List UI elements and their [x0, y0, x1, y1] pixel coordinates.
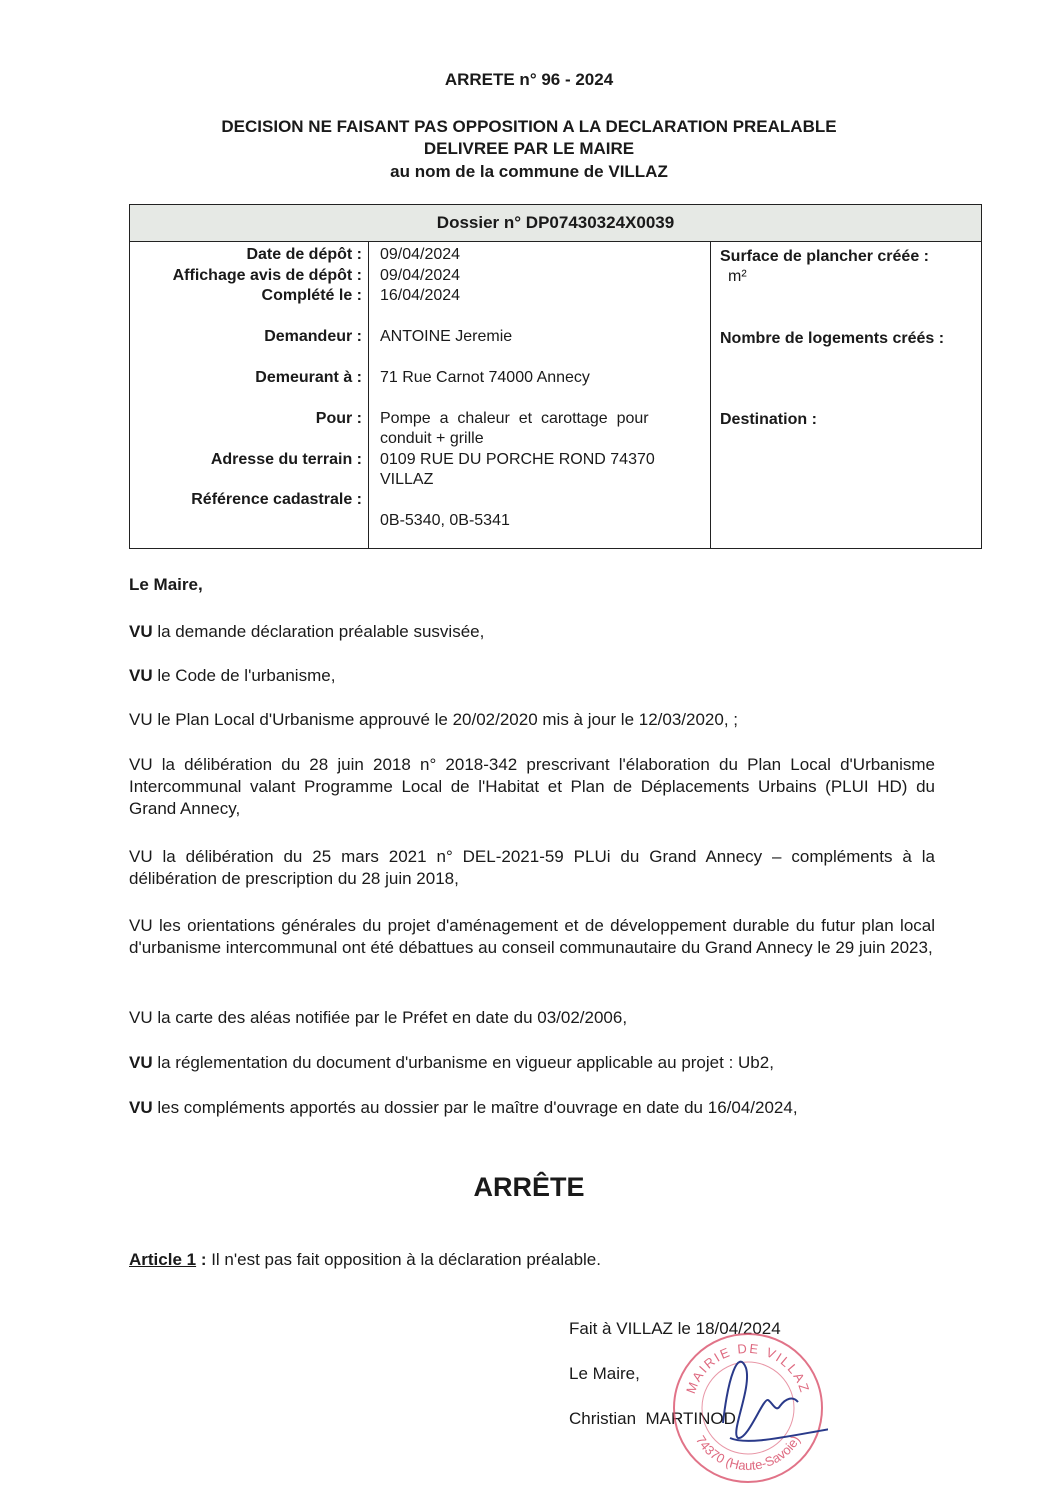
- vu-paragraph-2: [129, 665, 935, 687]
- vu-text-1: la demande déclaration préalable susvisée,: [152, 622, 485, 641]
- label-surface: Surface de plancher créée :: [720, 248, 929, 265]
- vu-paragraph-9: [129, 1097, 935, 1119]
- dossier-table: [129, 204, 982, 549]
- label-reference: Référence cadastrale :: [191, 491, 362, 508]
- vu-paragraph-6: VU les orientations générales du projet d'aménagement et de développement durable du futur plan local d'urbanisme intercommunal ont été débattues au conseil communautaire du Grand Annecy le 29 juin 2023,: [129, 916, 935, 957]
- label-logements: Nombre de logements créés :: [720, 330, 945, 347]
- label-complete: Complété le :: [261, 287, 362, 304]
- vu-paragraph-1: [129, 621, 935, 643]
- vu-text-2: le Code de l'urbanisme,: [152, 666, 336, 685]
- label-destination: Destination :: [720, 411, 817, 428]
- signature-title: Le Maire,: [569, 1364, 640, 1383]
- value-complete: 16/04/2024: [380, 287, 461, 304]
- table-divider-left: [368, 241, 369, 548]
- signature-name: Christian MARTINOD: [569, 1409, 736, 1428]
- vu-paragraph-7: VU la carte des aléas notifiée par le Préfet en date du 03/02/2006,: [129, 1008, 628, 1027]
- vu-text-9: les compléments apportés au dossier par le maître d'ouvrage en date du 16/04/2024,: [152, 1098, 798, 1117]
- le-maire-heading: Le Maire,: [129, 575, 203, 594]
- article-1-text: Il n'est pas fait opposition à la déclaration préalable.: [206, 1250, 601, 1269]
- label-date-depot: Date de dépôt :: [246, 246, 362, 263]
- signature-place-date: Fait à VILLAZ le 18/04/2024: [569, 1319, 781, 1338]
- value-pour-line2: conduit + grille: [380, 430, 484, 447]
- vu-label: VU: [129, 622, 153, 641]
- decree-title: ARRETE n° 96 - 2024: [444, 70, 614, 89]
- vu-paragraph-4: VU la délibération du 28 juin 2018 n° 2018-342 prescrivant l'élaboration du Plan Local d'Urbanisme Intercommunal valant Programme Local de l'Habitat et Plan de Déplacements Urbains (PLUI HD) du Grand Annecy,: [129, 755, 935, 818]
- value-demeurant: 71 Rue Carnot 74000 Annecy: [380, 369, 590, 386]
- vu-label: VU: [129, 1098, 153, 1117]
- decision-subtitle-line2: DELIVREE PAR LE MAIRE: [423, 139, 635, 158]
- article-1: [129, 1250, 601, 1270]
- vu-text-8: la réglementation du document d'urbanisme en vigueur applicable au projet : Ub2,: [152, 1053, 774, 1072]
- stamp-top-text: MAIRIE DE VILLAZ: [683, 1340, 813, 1396]
- vu-label: VU: [129, 666, 153, 685]
- article-1-label: Article 1: [129, 1250, 197, 1269]
- value-demandeur: ANTOINE Jeremie: [380, 328, 513, 345]
- handwritten-signature: [723, 1362, 828, 1441]
- table-divider-right: [710, 241, 711, 548]
- official-stamp: [668, 1328, 828, 1488]
- value-reference: 0B-5340, 0B-5341: [380, 512, 510, 529]
- value-pour-line1: Pompe a chaleur et carottage pour: [380, 410, 649, 427]
- label-demeurant: Demeurant à :: [255, 369, 362, 386]
- label-affichage: Affichage avis de dépôt :: [172, 267, 362, 284]
- vu-label: VU: [129, 1053, 153, 1072]
- label-pour: Pour :: [315, 410, 362, 427]
- value-adresse-line1: 0109 RUE DU PORCHE ROND 74370: [380, 451, 655, 468]
- stamp-bottom-text: 74370 (Haute-Savoie): [692, 1432, 804, 1474]
- vu-paragraph-3: VU le Plan Local d'Urbanisme approuvé le 20/02/2020 mis à jour le 12/03/2020, ;: [129, 710, 739, 729]
- value-surface: m²: [728, 268, 747, 285]
- article-1-colon: :: [196, 1250, 207, 1269]
- label-adresse: Adresse du terrain :: [210, 451, 362, 468]
- value-affichage: 09/04/2024: [380, 267, 461, 284]
- value-date-depot: 09/04/2024: [380, 246, 461, 263]
- dossier-number: Dossier n° DP07430324X0039: [130, 205, 981, 242]
- arrete-heading: ARRÊTE: [473, 1172, 585, 1202]
- vu-paragraph-8: [129, 1052, 935, 1074]
- decision-subtitle-line3: au nom de la commune de VILLAZ: [390, 162, 668, 181]
- value-adresse-line2: VILLAZ: [380, 471, 434, 488]
- decision-subtitle-line1: DECISION NE FAISANT PAS OPPOSITION A LA DECLARATION PREALABLE: [221, 117, 837, 136]
- label-demandeur: Demandeur :: [264, 328, 362, 345]
- vu-paragraph-5: VU la délibération du 25 mars 2021 n° DEL-2021-59 PLUi du Grand Annecy – compléments à la délibération de prescription du 28 juin 2018,: [129, 847, 935, 888]
